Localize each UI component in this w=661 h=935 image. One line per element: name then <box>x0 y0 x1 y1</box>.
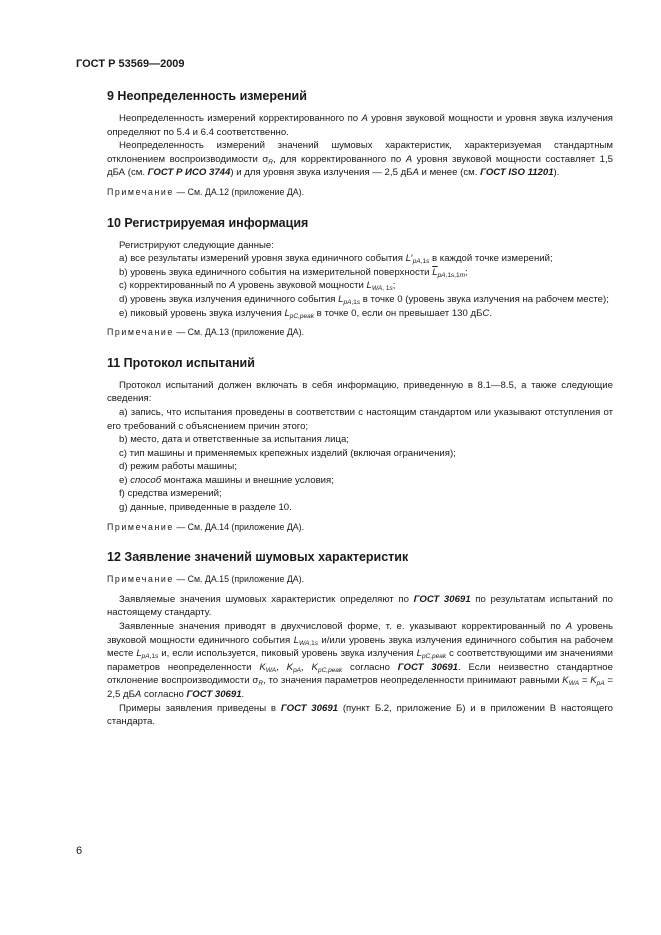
section-11-item-g: g) данные, приведенные в разделе 10. <box>119 502 292 514</box>
section-11-intro: Протокол испытаний должен включать в себя информацию, приведенную в 8.1—8.5, а также следующие сведения: <box>107 379 613 405</box>
section-11-item-a: а) запись, что испытания проведены в соответствии с настоящим стандартом или указывают отступления от его требований с объяснением причин этого; <box>107 406 613 432</box>
section-11-item-c: c) тип машины и применяемых крепежных изделий (включая ограничения); <box>119 447 456 459</box>
section-10-title: 10 Регистрируемая информация <box>107 215 309 230</box>
section-12-paragraph-1: Заявляемые значения шумовых характеристик определяют по ГОСТ 30691 по результатам испытаний по настоящему стандарту. <box>107 593 614 619</box>
section-11-item-d: d) режим работы машины; <box>119 461 237 473</box>
section-10-note <box>107 326 613 340</box>
section-9-title: 9 Неопределенность измерений <box>107 89 307 103</box>
document-header: ГОСТ Р 53569—2009 <box>76 58 185 70</box>
page-number: 6 <box>76 845 83 857</box>
section-9-note <box>107 186 613 200</box>
section-12-title: 12 Заявление значений шумовых характеристик <box>107 550 409 565</box>
page-content <box>107 88 613 729</box>
note-label: Примечание <box>107 574 174 585</box>
section-11-title: 11 Протокол испытаний <box>107 355 255 370</box>
section-10-item-b: b) уровень звука единичного события на измерительной поверхности $\overline{L}_{pA,1s,1m}$; <box>119 266 468 279</box>
note-text: — См. ДА.14 (приложение ДА). <box>176 521 305 532</box>
section-10-intro: Регистрируют следующие данные: <box>119 239 274 251</box>
section-10-item-e: e) пиковый уровень звука излучения $L_{pC,peak}$ в точке 0, если он превышает 130 дБС. <box>119 307 493 320</box>
section-12-paragraph-2: Заявленные значения приводят в двухчисловой форме, т. е. указывают корректированный по А уровень звуковой мощности единичного события $L_{WA,1s}$ и/или уровень звука излучения единичного события на рабочем месте $L_{pA,1s}$ и, если используется, пиковый уровень звука излучения $L_{pC,peak}$ с соответствующими им значениями параметров неопределенности $K_{WA}$, $K_{pA}$, $K_{pC,peak}$ согласно ГОСТ 30691. Если неизвестно стандартное отклонение воспроизводимости $\sigma_R$, то значения параметров неопределенности принимают равными $K_{WA} = K_{pA} = 2,5$ дБА согласно ГОСТ 30691. <box>107 621 614 700</box>
section-10-item-d: d) уровень звука излучения единичного события $L_{pA,1s}$ в точке 0 (уровень звука излучения на рабочем месте); <box>119 293 609 306</box>
section-11-item-f: f) средства измерений; <box>119 488 222 500</box>
note-text: — См. ДА.15 (приложение ДА). <box>176 574 305 585</box>
note-text: — См. ДА.13 (приложение ДА). <box>176 327 305 338</box>
note-text: — См. ДА.12 (приложение ДА). <box>176 186 305 197</box>
section-11-item-b: b) место, дата и ответственные за испытания лица; <box>119 434 349 446</box>
section-10-item-a: а) все результаты измерений уровня звука единичного события $L'_{pA,1s}$ в каждой точке измерений; <box>119 253 553 266</box>
section-10-item-c: c) корректированный по А уровень звуковой мощности $L_{WA, 1s}$; <box>119 280 396 293</box>
note-label: Примечание <box>107 327 174 338</box>
note-label: Примечание <box>107 186 174 197</box>
section-11-note <box>107 521 613 535</box>
section-12-paragraph-3: Примеры заявления приведены в ГОСТ 30691 (пункт Б.2, приложение Б) и в приложении В настоящего стандарта. <box>107 702 614 728</box>
section-11-item-e: e) способ монтажа машины и внешние условия; <box>119 474 334 486</box>
section-12-note <box>107 573 613 587</box>
section-9-paragraph-1: Неопределенность измерений корректированного по А уровня звуковой мощности и уровня звука излучения определяют по 5.4 и 6.4 соответственно. <box>107 113 614 138</box>
section-9-paragraph-2: Неопределенность измерений значений шумовых характеристик, характеризуемая стандартным отклонением воспроизводимости $\sigma_R$, для корректированного по А уровня звуковой мощности составляет 1,5 дБА (см. ГОСТ Р ИСО 3744) и для уровня звука излучения — 2,5 дБА и менее (см. ГОСТ ISO 11201). <box>107 140 613 179</box>
note-label: Примечание <box>107 521 174 532</box>
